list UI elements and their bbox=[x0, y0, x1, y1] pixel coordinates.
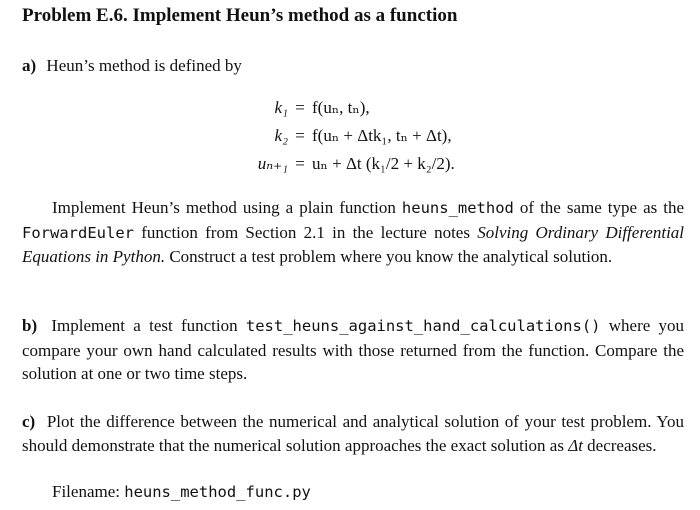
delta-t-symbol: Δt bbox=[568, 435, 583, 455]
part-b-body-1: Implement a test function bbox=[51, 316, 238, 335]
equation-lhs: k₁ bbox=[274, 98, 288, 117]
problem-title: Problem E.6. Implement Heun’s method as a function bbox=[22, 5, 458, 26]
equation-rhs: uₙ + Δt (k₁/2 + k₂/2). bbox=[312, 154, 455, 173]
code-forward-euler: ForwardEuler bbox=[22, 223, 134, 242]
part-b-label: b) bbox=[22, 316, 38, 335]
code-heuns-method: heuns_method bbox=[401, 199, 514, 217]
equals-sign: = bbox=[295, 154, 305, 173]
part-a-body-1: Implement Heun’s method using a plain function bbox=[52, 198, 396, 217]
part-c-body-2: decreases. bbox=[587, 435, 657, 455]
part-c-body-1: Plot the difference between the numerical and analytical solution of your test problem. You should demonstrate that the numerical solution approaches the exact solution as bbox=[22, 412, 684, 455]
part-a-intro bbox=[22, 54, 684, 78]
equation-row bbox=[222, 94, 542, 122]
equation-row bbox=[222, 150, 542, 178]
part-a-intro-text: Heun’s method is defined by bbox=[46, 56, 242, 75]
part-a-body-3: function from Section 2.1 in the lecture notes bbox=[141, 222, 470, 242]
filename-label: Filename: bbox=[52, 482, 120, 501]
heun-equations bbox=[222, 94, 542, 178]
part-a-body-2: of the same type as the bbox=[519, 198, 685, 217]
equation-lhs: k₂ bbox=[274, 126, 288, 145]
part-a-body-4: Construct a test problem where you know the analytical solution. bbox=[169, 247, 613, 266]
part-b-body-2: where you compare your own hand calculated results with those returned from the function. Compare the solution at one or two time steps. bbox=[22, 316, 685, 383]
code-test-function: test_heuns_against_hand_calculations() bbox=[245, 317, 601, 335]
part-b-body bbox=[22, 314, 684, 386]
filename-value: heuns_method_func.py bbox=[124, 483, 311, 501]
lecture-notes-reference: Solving Ordinary Differential Equations in Python. bbox=[22, 222, 685, 266]
part-c-body bbox=[22, 410, 684, 457]
part-a-label: a) bbox=[22, 56, 37, 75]
equation-rhs: f(uₙ + Δtk₁, tₙ + Δt), bbox=[312, 126, 452, 145]
equation-rhs: f(uₙ, tₙ), bbox=[312, 98, 370, 117]
part-c-label: c) bbox=[22, 412, 36, 431]
equation-row bbox=[222, 122, 542, 150]
filename-line bbox=[52, 482, 311, 502]
equals-sign: = bbox=[295, 126, 305, 145]
equation-lhs: uₙ₊₁ bbox=[257, 154, 288, 173]
equals-sign: = bbox=[295, 98, 305, 117]
part-a-body bbox=[22, 196, 684, 269]
